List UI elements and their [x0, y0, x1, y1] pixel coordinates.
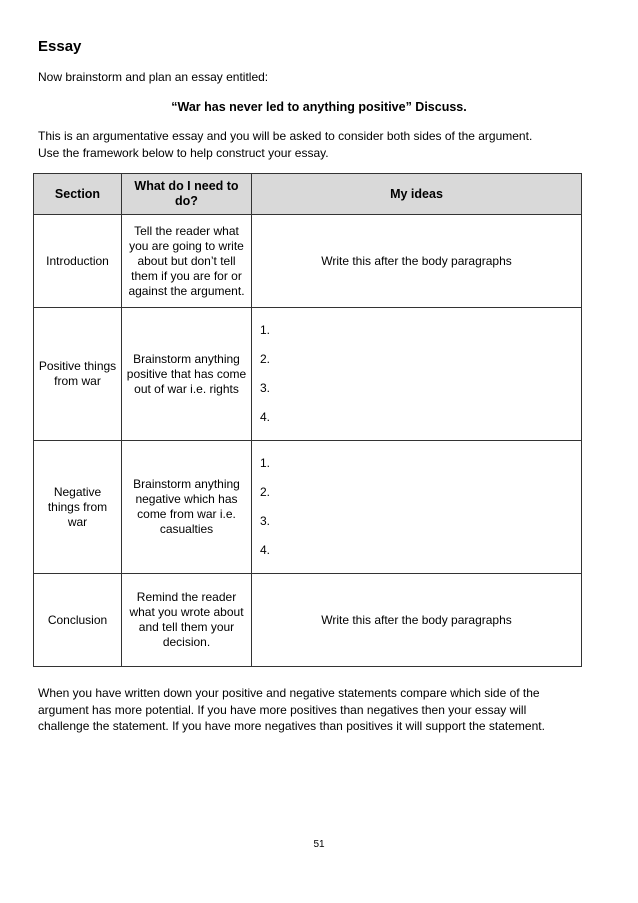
table-row-conclusion: [34, 574, 582, 667]
summary-line: When you have written down your positive and negative statements compare which side of the: [38, 686, 540, 700]
essay-framework-table: [33, 173, 582, 667]
list-item[interactable]: 4.: [260, 543, 271, 557]
todo-cell: Brainstorm anything negative which has come from war i.e. casualties: [122, 441, 252, 574]
description-line: This is an argumentative essay and you will be asked to consider both sides of the argument.: [38, 129, 533, 143]
list-item[interactable]: 3.: [260, 381, 271, 395]
section-cell: Positive things from war: [34, 308, 122, 441]
essay-title: “War has never led to anything positive” Discuss.: [171, 100, 467, 114]
description: [38, 128, 598, 162]
table-row-positive: [34, 308, 582, 441]
table-row-introduction: [34, 215, 582, 308]
summary-line: argument has more potential. If you have more positives than negatives then your essay will: [38, 702, 527, 717]
intro-text: Now brainstorm and plan an essay entitled:: [38, 70, 269, 84]
todo-cell: Tell the reader what you are going to write about but don’t tell them if you are for or against the argument.: [122, 215, 252, 308]
header-section: Section: [34, 174, 122, 215]
todo-cell: Remind the reader what you wrote about and tell them your decision.: [122, 574, 252, 667]
ideas-cell[interactable]: [252, 308, 582, 441]
table-row-negative: [34, 441, 582, 574]
summary-text: [38, 685, 603, 735]
description-line: Use the framework below to help construct your essay.: [38, 146, 329, 160]
table-header-row: [34, 174, 582, 215]
ideas-list: [252, 316, 581, 432]
ideas-cell[interactable]: [252, 441, 582, 574]
ideas-cell[interactable]: Write this after the body paragraphs: [252, 215, 582, 308]
todo-cell: Brainstorm anything positive that has come out of war i.e. rights: [122, 308, 252, 441]
section-cell: Negative things from war: [34, 441, 122, 574]
ideas-list: [252, 449, 581, 565]
ideas-cell[interactable]: Write this after the body paragraphs: [252, 574, 582, 667]
summary-line: challenge the statement. If you have more negatives than positives it will support the statement.: [38, 719, 545, 733]
list-item[interactable]: 4.: [260, 410, 271, 424]
page-number: 51: [313, 839, 325, 850]
header-ideas: My ideas: [252, 174, 582, 215]
list-item[interactable]: 3.: [260, 514, 271, 528]
page-heading: Essay: [38, 38, 82, 55]
section-cell: Introduction: [34, 215, 122, 308]
list-item[interactable]: 2.: [260, 352, 271, 366]
header-todo: What do I need to do?: [122, 174, 252, 215]
list-item[interactable]: 2.: [260, 485, 271, 499]
section-cell: Conclusion: [34, 574, 122, 667]
list-item[interactable]: 1.: [260, 456, 271, 470]
list-item[interactable]: 1.: [260, 323, 271, 337]
